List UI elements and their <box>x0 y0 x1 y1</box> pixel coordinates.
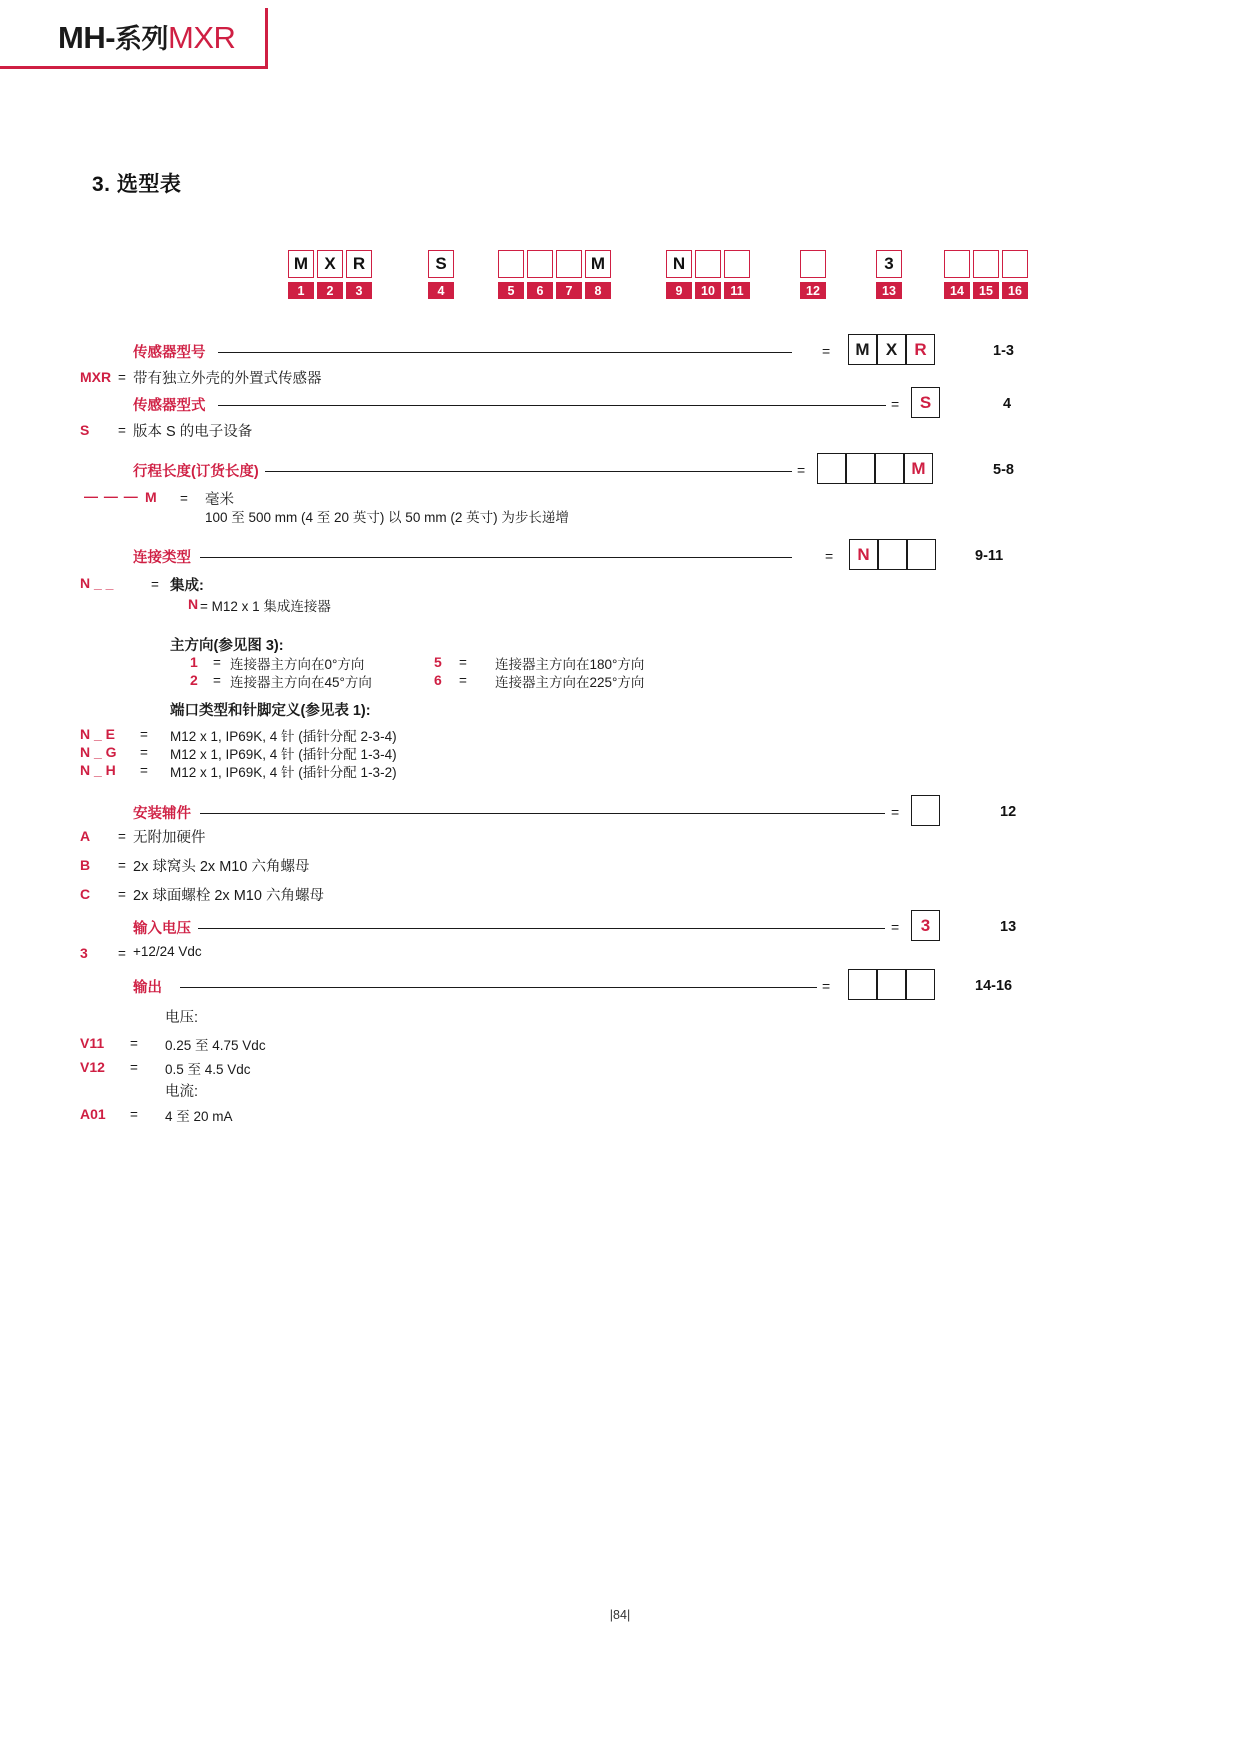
direction-heading: 主方向(参见图 3): <box>170 638 284 654</box>
code-num-badge: 5 <box>498 282 524 299</box>
mounting-equals: = <box>118 887 126 902</box>
code-num-badge: 9 <box>666 282 692 299</box>
equals-sign: = <box>822 978 831 994</box>
code-boxes <box>428 250 454 278</box>
entry-code-mxr: MXR <box>80 369 112 385</box>
row-label-connection-type: 连接类型 <box>133 550 191 566</box>
code-boxes <box>498 250 611 278</box>
code-num-badges <box>876 282 902 299</box>
code-box <box>556 250 582 278</box>
pin-code: N _ H <box>80 762 116 778</box>
entry-code-n: N _ _ <box>80 575 114 591</box>
direction-code: 5 <box>434 654 442 670</box>
code-num-badge: 13 <box>876 282 902 299</box>
code-group-7 <box>944 250 1028 299</box>
entry-equals: = <box>118 423 126 438</box>
code-boxes <box>288 250 372 278</box>
result-box <box>848 969 877 1000</box>
code-box: M <box>288 250 314 278</box>
pin-equals: = <box>140 745 148 760</box>
position-range: 9-11 <box>975 548 1004 564</box>
entry-subdescription: 100 至 500 mm (4 至 20 英寸) 以 50 mm (2 英寸) 为步长递增 <box>205 510 569 525</box>
result-box: M <box>904 453 933 484</box>
pin-equals: = <box>140 763 148 778</box>
code-box <box>527 250 553 278</box>
result-box: 3 <box>911 910 940 941</box>
code-box <box>1002 250 1028 278</box>
direction-text: 连接器主方向在0°方向 <box>230 657 365 672</box>
entry-description: 带有独立外壳的外置式传感器 <box>133 371 322 387</box>
code-boxes <box>666 250 750 278</box>
equals-sign: = <box>822 343 831 359</box>
code-box: N <box>666 250 692 278</box>
mounting-code: C <box>80 886 91 902</box>
current-heading: 电流: <box>165 1084 199 1100</box>
output-equals: = <box>130 1060 138 1075</box>
code-boxes <box>876 250 902 278</box>
direction-code: 1 <box>190 654 198 670</box>
page-title <box>58 18 235 59</box>
entry-code-s: S <box>80 422 90 438</box>
code-box: M <box>585 250 611 278</box>
code-box <box>973 250 999 278</box>
equals-sign: = <box>891 919 900 935</box>
row-label-stroke-length: 行程长度(订货长度) <box>133 464 259 480</box>
code-box <box>944 250 970 278</box>
result-box <box>911 795 940 826</box>
code-box: R <box>346 250 372 278</box>
output-code: V12 <box>80 1059 105 1075</box>
direction-code: 6 <box>434 672 442 688</box>
code-num-badge: 3 <box>346 282 372 299</box>
equals-sign: = <box>797 462 806 478</box>
code-box <box>498 250 524 278</box>
pin-code: N _ E <box>80 726 116 742</box>
entry-code-3: 3 <box>80 945 88 961</box>
pin-code: N _ G <box>80 744 117 760</box>
pin-text: M12 x 1, IP69K, 4 针 (插针分配 2-3-4) <box>170 729 397 744</box>
equals-sign: = <box>825 548 834 564</box>
code-num-badge: 6 <box>527 282 553 299</box>
code-num-badge: 14 <box>944 282 970 299</box>
row-label-sensor-model: 传感器型号 <box>133 345 206 361</box>
code-group-5 <box>800 250 826 299</box>
code-group-3 <box>498 250 611 299</box>
pin-text: M12 x 1, IP69K, 4 针 (插针分配 1-3-4) <box>170 747 397 762</box>
row-label-input-voltage: 输入电压 <box>133 921 191 937</box>
entry-equals: = <box>151 577 159 592</box>
pin-equals: = <box>140 727 148 742</box>
code-num-badge: 2 <box>317 282 343 299</box>
pin-text: M12 x 1, IP69K, 4 针 (插针分配 1-3-2) <box>170 765 397 780</box>
position-range: 14-16 <box>975 978 1013 994</box>
mounting-equals: = <box>118 829 126 844</box>
code-group-6 <box>876 250 902 299</box>
code-num-badge: 15 <box>973 282 999 299</box>
result-boxes-sensor-type <box>911 387 940 418</box>
header-rule-vertical <box>265 8 268 69</box>
equals-sign: = <box>891 396 900 412</box>
result-box <box>877 969 906 1000</box>
direction-code: 2 <box>190 672 198 688</box>
direction-text: 连接器主方向在180°方向 <box>495 657 645 672</box>
entry-equals: = <box>118 370 126 385</box>
direction-text: 连接器主方向在45°方向 <box>230 675 372 690</box>
row-label-mounting: 安装辅件 <box>133 806 191 822</box>
code-num-badges <box>288 282 372 299</box>
code-num-badges <box>800 282 826 299</box>
code-num-badges <box>666 282 750 299</box>
row-label-output: 输出 <box>133 980 162 996</box>
code-num-badge: 1 <box>288 282 314 299</box>
code-box <box>800 250 826 278</box>
position-range: 12 <box>1000 804 1017 820</box>
leader-line <box>198 928 885 929</box>
code-box <box>695 250 721 278</box>
entry-equals: = <box>118 946 126 961</box>
mounting-text: 2x 球面螺栓 2x M10 六角螺母 <box>133 888 324 904</box>
result-box: R <box>906 334 935 365</box>
mounting-code: A <box>80 828 91 844</box>
mounting-equals: = <box>118 858 126 873</box>
title-series: 系列 <box>115 24 169 54</box>
result-boxes-sensor-model <box>848 334 935 365</box>
connector-description: = M12 x 1 集成连接器 <box>200 599 331 614</box>
entry-equals: = <box>180 491 188 506</box>
order-code-diagram <box>288 250 1048 310</box>
result-box <box>878 539 907 570</box>
row-label-sensor-type: 传感器型式 <box>133 398 206 414</box>
position-range: 4 <box>1003 396 1012 412</box>
code-boxes <box>944 250 1028 278</box>
position-range: 1-3 <box>993 343 1014 359</box>
result-box: X <box>877 334 906 365</box>
output-equals: = <box>130 1036 138 1051</box>
code-box <box>724 250 750 278</box>
code-num-badge: 8 <box>585 282 611 299</box>
position-range: 13 <box>1000 919 1017 935</box>
code-group-2 <box>428 250 454 299</box>
page-header <box>0 0 1240 86</box>
entry-description: 毫米 <box>205 492 234 508</box>
result-box <box>846 453 875 484</box>
leader-line <box>265 471 792 472</box>
code-num-badge: 16 <box>1002 282 1028 299</box>
result-boxes-input-voltage <box>911 910 940 941</box>
result-box <box>817 453 846 484</box>
code-num-badge: 4 <box>428 282 454 299</box>
output-code: V11 <box>80 1035 105 1051</box>
direction-equals: = <box>213 673 221 688</box>
result-box: M <box>848 334 877 365</box>
leader-line <box>180 987 817 988</box>
code-num-badge: 7 <box>556 282 582 299</box>
result-box <box>907 539 936 570</box>
code-num-badge: 11 <box>724 282 750 299</box>
mounting-text: 2x 球窝头 2x M10 六角螺母 <box>133 859 310 875</box>
direction-text: 连接器主方向在225°方向 <box>495 675 645 690</box>
entry-description: +12/24 Vdc <box>133 944 202 959</box>
output-text: 0.25 至 4.75 Vdc <box>165 1038 266 1053</box>
page-footer: |84| <box>609 1608 631 1622</box>
output-code: A01 <box>80 1106 106 1122</box>
entry-description: 版本 S 的电子设备 <box>133 424 253 440</box>
result-box <box>875 453 904 484</box>
entry-code-dashes: — — — <box>84 488 139 504</box>
code-num-badges <box>498 282 611 299</box>
code-num-badges <box>428 282 454 299</box>
code-boxes <box>800 250 826 278</box>
code-box: X <box>317 250 343 278</box>
result-box: S <box>911 387 940 418</box>
result-boxes-output <box>848 969 935 1000</box>
leader-line <box>200 813 885 814</box>
section-heading: 3. 选型表 <box>92 173 182 196</box>
output-text: 4 至 20 mA <box>165 1109 233 1124</box>
result-box <box>906 969 935 1000</box>
output-text: 0.5 至 4.5 Vdc <box>165 1062 251 1077</box>
header-rule-horizontal <box>0 66 268 69</box>
direction-equals: = <box>459 673 467 688</box>
mounting-code: B <box>80 857 91 873</box>
title-model: MXR <box>168 20 236 55</box>
entry-description: 集成: <box>170 578 204 594</box>
code-num-badge: 12 <box>800 282 826 299</box>
result-boxes-connection-type <box>849 539 936 570</box>
result-boxes-mounting <box>911 795 940 826</box>
entry-code-m: M <box>145 489 157 505</box>
title-prefix: MH- <box>58 20 116 55</box>
leader-line <box>200 557 792 558</box>
code-box: S <box>428 250 454 278</box>
code-num-badges <box>944 282 1028 299</box>
code-num-badge: 10 <box>695 282 721 299</box>
direction-equals: = <box>213 655 221 670</box>
output-equals: = <box>130 1107 138 1122</box>
position-range: 5-8 <box>993 462 1014 478</box>
pin-heading: 端口类型和针脚定义(参见表 1): <box>170 703 371 719</box>
leader-line <box>218 405 886 406</box>
direction-equals: = <box>459 655 467 670</box>
result-box: N <box>849 539 878 570</box>
code-group-1 <box>288 250 372 299</box>
code-box: 3 <box>876 250 902 278</box>
mounting-text: 无附加硬件 <box>133 830 206 846</box>
voltage-heading: 电压: <box>165 1010 199 1026</box>
result-boxes-stroke-length <box>817 453 933 484</box>
leader-line <box>218 352 792 353</box>
equals-sign: = <box>891 804 900 820</box>
code-group-4 <box>666 250 750 299</box>
connector-code-n: N <box>188 596 199 612</box>
